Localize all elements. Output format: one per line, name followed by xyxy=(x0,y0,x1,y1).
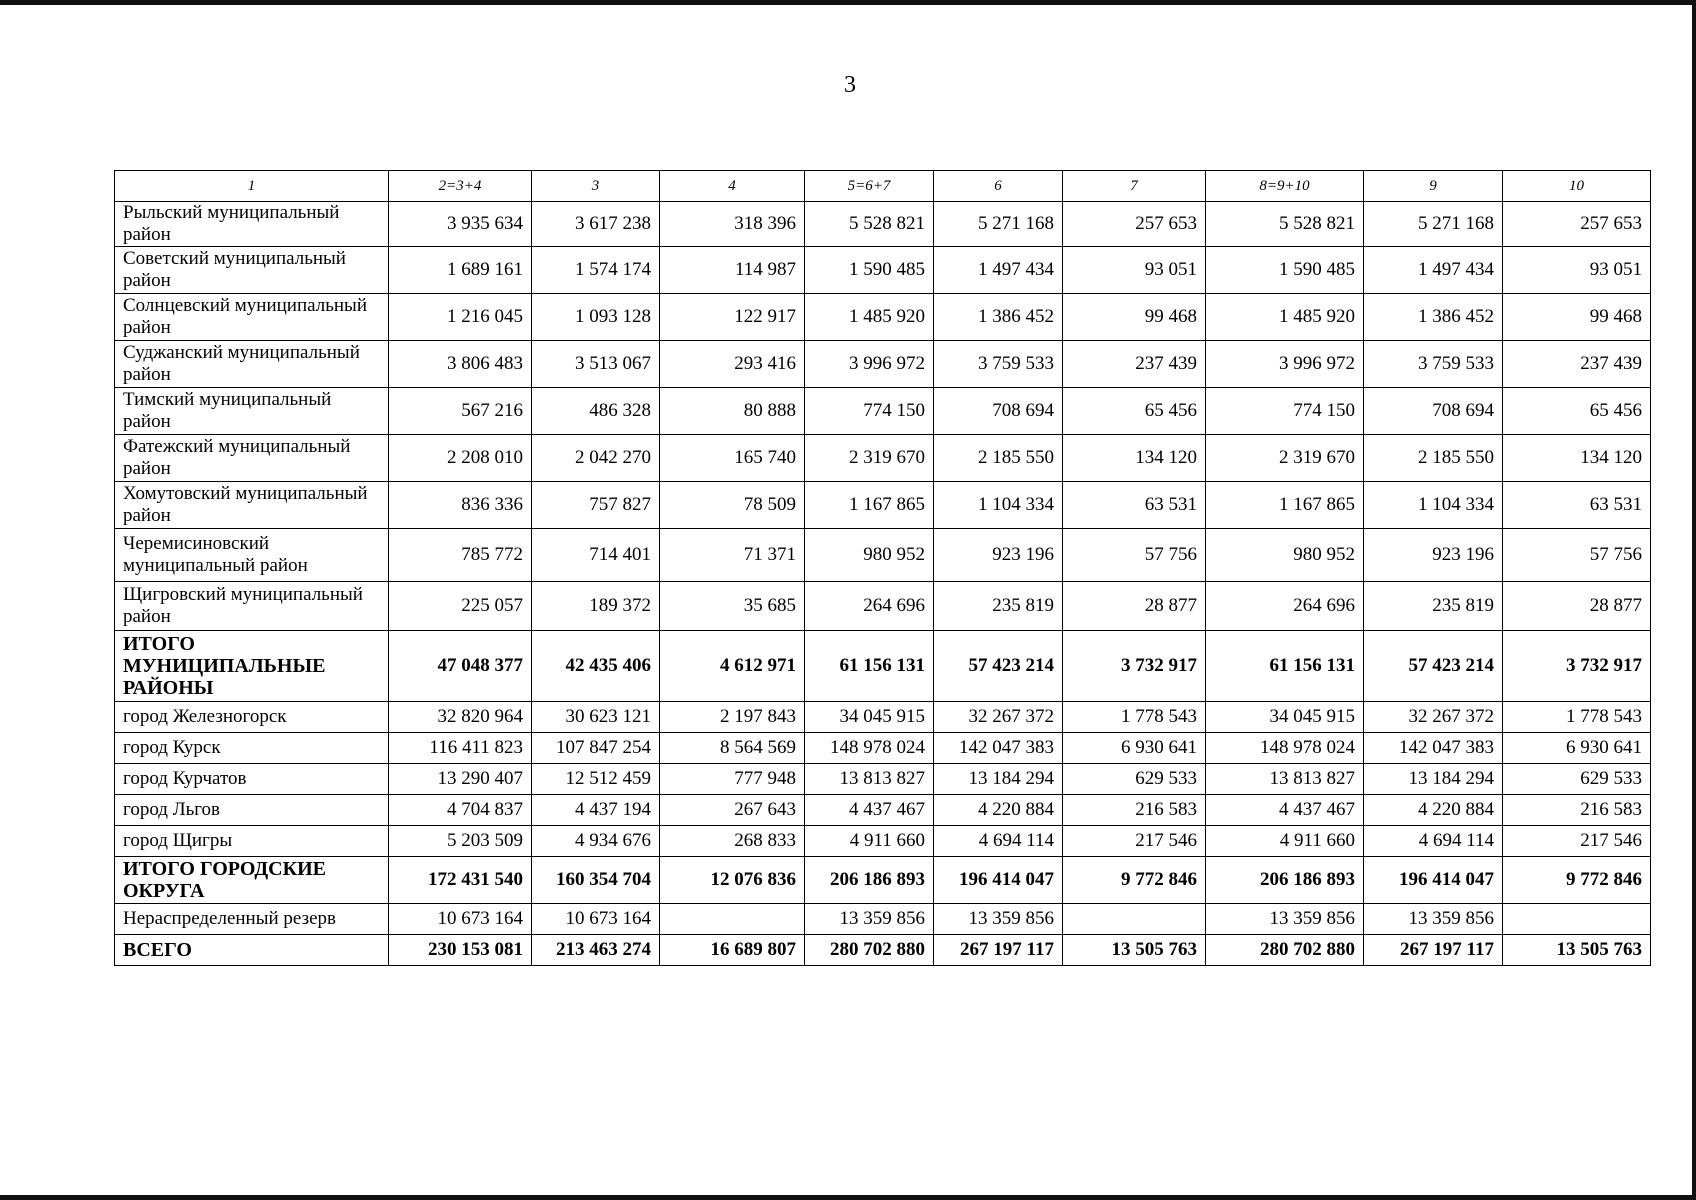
value-cell: 225 057 xyxy=(389,582,532,631)
value-cell: 189 372 xyxy=(532,582,660,631)
row-label: ИТОГО МУНИЦИПАЛЬНЫЕ РАЙОНЫ xyxy=(115,631,389,702)
row-label: Рыльский муниципальный район xyxy=(115,202,389,247)
value-cell: 757 827 xyxy=(532,482,660,529)
value-cell: 34 045 915 xyxy=(805,702,934,733)
value-cell: 4 911 660 xyxy=(1206,826,1364,857)
value-cell xyxy=(1063,904,1206,935)
value-cell: 13 359 856 xyxy=(934,904,1063,935)
value-cell: 3 759 533 xyxy=(1364,341,1503,388)
value-cell: 16 689 807 xyxy=(660,935,805,966)
row-label: Суджанский муниципальный район xyxy=(115,341,389,388)
value-cell: 3 996 972 xyxy=(1206,341,1364,388)
value-cell: 3 617 238 xyxy=(532,202,660,247)
value-cell: 785 772 xyxy=(389,529,532,582)
table-row xyxy=(115,826,1651,857)
value-cell: 196 414 047 xyxy=(1364,857,1503,904)
value-cell: 71 371 xyxy=(660,529,805,582)
value-cell: 1 590 485 xyxy=(805,247,934,294)
value-cell: 5 271 168 xyxy=(934,202,1063,247)
value-cell: 4 612 971 xyxy=(660,631,805,702)
value-cell: 4 220 884 xyxy=(1364,795,1503,826)
value-cell: 217 546 xyxy=(1063,826,1206,857)
value-cell: 235 819 xyxy=(934,582,1063,631)
value-cell: 777 948 xyxy=(660,764,805,795)
table-row xyxy=(115,482,1651,529)
value-cell: 629 533 xyxy=(1063,764,1206,795)
value-cell: 267 643 xyxy=(660,795,805,826)
table-row xyxy=(115,294,1651,341)
row-label: ИТОГО ГОРОДСКИЕ ОКРУГА xyxy=(115,857,389,904)
total-row xyxy=(115,631,1651,702)
column-header: 2=3+4 xyxy=(389,171,532,202)
value-cell: 1 689 161 xyxy=(389,247,532,294)
value-cell: 61 156 131 xyxy=(1206,631,1364,702)
scan-edge-right xyxy=(1692,0,1696,1200)
value-cell: 134 120 xyxy=(1503,435,1651,482)
value-cell: 2 197 843 xyxy=(660,702,805,733)
value-cell: 107 847 254 xyxy=(532,733,660,764)
value-cell: 267 197 117 xyxy=(1364,935,1503,966)
value-cell: 257 653 xyxy=(1503,202,1651,247)
value-cell: 1 386 452 xyxy=(934,294,1063,341)
row-label: Советский муниципальный район xyxy=(115,247,389,294)
table-row xyxy=(115,247,1651,294)
table-row xyxy=(115,435,1651,482)
value-cell: 4 220 884 xyxy=(934,795,1063,826)
value-cell: 1 167 865 xyxy=(805,482,934,529)
value-cell: 708 694 xyxy=(934,388,1063,435)
value-cell: 5 271 168 xyxy=(1364,202,1503,247)
row-label: город Железногорск xyxy=(115,702,389,733)
value-cell: 6 930 641 xyxy=(1063,733,1206,764)
table-row xyxy=(115,733,1651,764)
value-cell: 4 437 194 xyxy=(532,795,660,826)
value-cell: 3 806 483 xyxy=(389,341,532,388)
value-cell: 13 290 407 xyxy=(389,764,532,795)
value-cell: 1 778 543 xyxy=(1063,702,1206,733)
value-cell: 4 934 676 xyxy=(532,826,660,857)
value-cell: 235 819 xyxy=(1364,582,1503,631)
value-cell: 2 042 270 xyxy=(532,435,660,482)
value-cell: 486 328 xyxy=(532,388,660,435)
value-cell: 32 820 964 xyxy=(389,702,532,733)
row-label: Фатежский муниципальный район xyxy=(115,435,389,482)
value-cell: 35 685 xyxy=(660,582,805,631)
value-cell: 13 813 827 xyxy=(805,764,934,795)
value-cell: 923 196 xyxy=(1364,529,1503,582)
value-cell: 28 877 xyxy=(1503,582,1651,631)
value-cell: 10 673 164 xyxy=(532,904,660,935)
table-row xyxy=(115,341,1651,388)
value-cell: 28 877 xyxy=(1063,582,1206,631)
value-cell: 142 047 383 xyxy=(934,733,1063,764)
value-cell: 980 952 xyxy=(805,529,934,582)
value-cell: 5 203 509 xyxy=(389,826,532,857)
column-header: 10 xyxy=(1503,171,1651,202)
value-cell: 213 463 274 xyxy=(532,935,660,966)
value-cell: 57 423 214 xyxy=(1364,631,1503,702)
value-cell: 99 468 xyxy=(1063,294,1206,341)
value-cell: 217 546 xyxy=(1503,826,1651,857)
value-cell: 13 505 763 xyxy=(1063,935,1206,966)
value-cell: 13 505 763 xyxy=(1503,935,1651,966)
value-cell: 4 437 467 xyxy=(805,795,934,826)
value-cell: 13 359 856 xyxy=(1206,904,1364,935)
value-cell: 6 930 641 xyxy=(1503,733,1651,764)
value-cell: 42 435 406 xyxy=(532,631,660,702)
scan-edge-bottom xyxy=(0,1195,1696,1200)
value-cell: 3 759 533 xyxy=(934,341,1063,388)
table-row xyxy=(115,388,1651,435)
value-cell: 1 497 434 xyxy=(934,247,1063,294)
value-cell: 318 396 xyxy=(660,202,805,247)
table-row xyxy=(115,764,1651,795)
value-cell: 708 694 xyxy=(1364,388,1503,435)
value-cell: 63 531 xyxy=(1503,482,1651,529)
value-cell: 3 732 917 xyxy=(1063,631,1206,702)
value-cell: 13 184 294 xyxy=(934,764,1063,795)
value-cell: 280 702 880 xyxy=(805,935,934,966)
value-cell: 47 048 377 xyxy=(389,631,532,702)
value-cell: 65 456 xyxy=(1503,388,1651,435)
value-cell: 12 512 459 xyxy=(532,764,660,795)
value-cell: 165 740 xyxy=(660,435,805,482)
row-label: Солнцевский муниципальный район xyxy=(115,294,389,341)
value-cell: 774 150 xyxy=(1206,388,1364,435)
value-cell: 1 167 865 xyxy=(1206,482,1364,529)
value-cell: 57 756 xyxy=(1503,529,1651,582)
column-header: 1 xyxy=(115,171,389,202)
row-label: город Льгов xyxy=(115,795,389,826)
value-cell: 4 437 467 xyxy=(1206,795,1364,826)
budget-table xyxy=(114,170,1651,966)
header-row xyxy=(115,171,1651,202)
value-cell: 122 917 xyxy=(660,294,805,341)
value-cell: 280 702 880 xyxy=(1206,935,1364,966)
value-cell xyxy=(660,904,805,935)
value-cell: 267 197 117 xyxy=(934,935,1063,966)
value-cell: 2 185 550 xyxy=(934,435,1063,482)
row-label: Щигровский муниципальный район xyxy=(115,582,389,631)
value-cell: 172 431 540 xyxy=(389,857,532,904)
total-row xyxy=(115,935,1651,966)
value-cell: 629 533 xyxy=(1503,764,1651,795)
value-cell: 206 186 893 xyxy=(1206,857,1364,904)
value-cell: 2 208 010 xyxy=(389,435,532,482)
value-cell: 61 156 131 xyxy=(805,631,934,702)
value-cell: 116 411 823 xyxy=(389,733,532,764)
value-cell: 237 439 xyxy=(1063,341,1206,388)
value-cell: 80 888 xyxy=(660,388,805,435)
value-cell: 196 414 047 xyxy=(934,857,1063,904)
row-label: город Курчатов xyxy=(115,764,389,795)
value-cell: 268 833 xyxy=(660,826,805,857)
scan-edge-top xyxy=(0,0,1696,5)
column-header: 9 xyxy=(1364,171,1503,202)
value-cell: 237 439 xyxy=(1503,341,1651,388)
value-cell: 923 196 xyxy=(934,529,1063,582)
row-label: ВСЕГО xyxy=(115,935,389,966)
value-cell: 1 386 452 xyxy=(1364,294,1503,341)
value-cell: 142 047 383 xyxy=(1364,733,1503,764)
table-row xyxy=(115,795,1651,826)
value-cell: 2 319 670 xyxy=(1206,435,1364,482)
value-cell: 9 772 846 xyxy=(1063,857,1206,904)
value-cell: 4 694 114 xyxy=(934,826,1063,857)
value-cell: 13 184 294 xyxy=(1364,764,1503,795)
value-cell: 148 978 024 xyxy=(1206,733,1364,764)
value-cell: 1 778 543 xyxy=(1503,702,1651,733)
value-cell: 567 216 xyxy=(389,388,532,435)
column-header: 3 xyxy=(532,171,660,202)
value-cell: 264 696 xyxy=(805,582,934,631)
value-cell: 3 513 067 xyxy=(532,341,660,388)
value-cell: 57 423 214 xyxy=(934,631,1063,702)
value-cell: 1 590 485 xyxy=(1206,247,1364,294)
value-cell: 30 623 121 xyxy=(532,702,660,733)
column-header: 5=6+7 xyxy=(805,171,934,202)
total-row xyxy=(115,857,1651,904)
row-label: Хомутовский муниципальный район xyxy=(115,482,389,529)
value-cell: 216 583 xyxy=(1503,795,1651,826)
value-cell: 114 987 xyxy=(660,247,805,294)
value-cell: 3 935 634 xyxy=(389,202,532,247)
value-cell: 5 528 821 xyxy=(805,202,934,247)
table-body xyxy=(115,202,1651,966)
value-cell: 230 153 081 xyxy=(389,935,532,966)
row-label: Тимский муниципальный район xyxy=(115,388,389,435)
value-cell: 4 911 660 xyxy=(805,826,934,857)
value-cell: 32 267 372 xyxy=(1364,702,1503,733)
value-cell: 1 497 434 xyxy=(1364,247,1503,294)
value-cell: 93 051 xyxy=(1063,247,1206,294)
value-cell: 216 583 xyxy=(1063,795,1206,826)
row-label: город Курск xyxy=(115,733,389,764)
value-cell: 1 485 920 xyxy=(805,294,934,341)
value-cell: 134 120 xyxy=(1063,435,1206,482)
value-cell: 34 045 915 xyxy=(1206,702,1364,733)
value-cell: 12 076 836 xyxy=(660,857,805,904)
value-cell xyxy=(1503,904,1651,935)
value-cell: 5 528 821 xyxy=(1206,202,1364,247)
column-header: 4 xyxy=(660,171,805,202)
value-cell: 32 267 372 xyxy=(934,702,1063,733)
table-row xyxy=(115,702,1651,733)
column-header: 7 xyxy=(1063,171,1206,202)
value-cell: 3 996 972 xyxy=(805,341,934,388)
value-cell: 264 696 xyxy=(1206,582,1364,631)
value-cell: 3 732 917 xyxy=(1503,631,1651,702)
value-cell: 93 051 xyxy=(1503,247,1651,294)
row-label: Нераспределенный резерв xyxy=(115,904,389,935)
value-cell: 9 772 846 xyxy=(1503,857,1651,904)
column-header: 8=9+10 xyxy=(1206,171,1364,202)
value-cell: 13 813 827 xyxy=(1206,764,1364,795)
value-cell: 4 704 837 xyxy=(389,795,532,826)
value-cell: 2 319 670 xyxy=(805,435,934,482)
value-cell: 13 359 856 xyxy=(805,904,934,935)
value-cell: 293 416 xyxy=(660,341,805,388)
value-cell: 65 456 xyxy=(1063,388,1206,435)
table-row xyxy=(115,202,1651,247)
value-cell: 4 694 114 xyxy=(1364,826,1503,857)
value-cell: 78 509 xyxy=(660,482,805,529)
value-cell: 1 216 045 xyxy=(389,294,532,341)
value-cell: 206 186 893 xyxy=(805,857,934,904)
value-cell: 257 653 xyxy=(1063,202,1206,247)
value-cell: 63 531 xyxy=(1063,482,1206,529)
column-header: 6 xyxy=(934,171,1063,202)
value-cell: 10 673 164 xyxy=(389,904,532,935)
value-cell: 57 756 xyxy=(1063,529,1206,582)
table-row xyxy=(115,529,1651,582)
value-cell: 13 359 856 xyxy=(1364,904,1503,935)
value-cell: 148 978 024 xyxy=(805,733,934,764)
row-label: город Щигры xyxy=(115,826,389,857)
value-cell: 1 104 334 xyxy=(1364,482,1503,529)
value-cell: 774 150 xyxy=(805,388,934,435)
value-cell: 1 485 920 xyxy=(1206,294,1364,341)
value-cell: 836 336 xyxy=(389,482,532,529)
page-number: 3 xyxy=(844,72,856,98)
value-cell: 99 468 xyxy=(1503,294,1651,341)
value-cell: 1 093 128 xyxy=(532,294,660,341)
value-cell: 160 354 704 xyxy=(532,857,660,904)
value-cell: 714 401 xyxy=(532,529,660,582)
row-label: Черемисиновский муниципальный район xyxy=(115,529,389,582)
table-row xyxy=(115,582,1651,631)
value-cell: 1 104 334 xyxy=(934,482,1063,529)
table-row xyxy=(115,904,1651,935)
value-cell: 8 564 569 xyxy=(660,733,805,764)
value-cell: 1 574 174 xyxy=(532,247,660,294)
value-cell: 980 952 xyxy=(1206,529,1364,582)
value-cell: 2 185 550 xyxy=(1364,435,1503,482)
